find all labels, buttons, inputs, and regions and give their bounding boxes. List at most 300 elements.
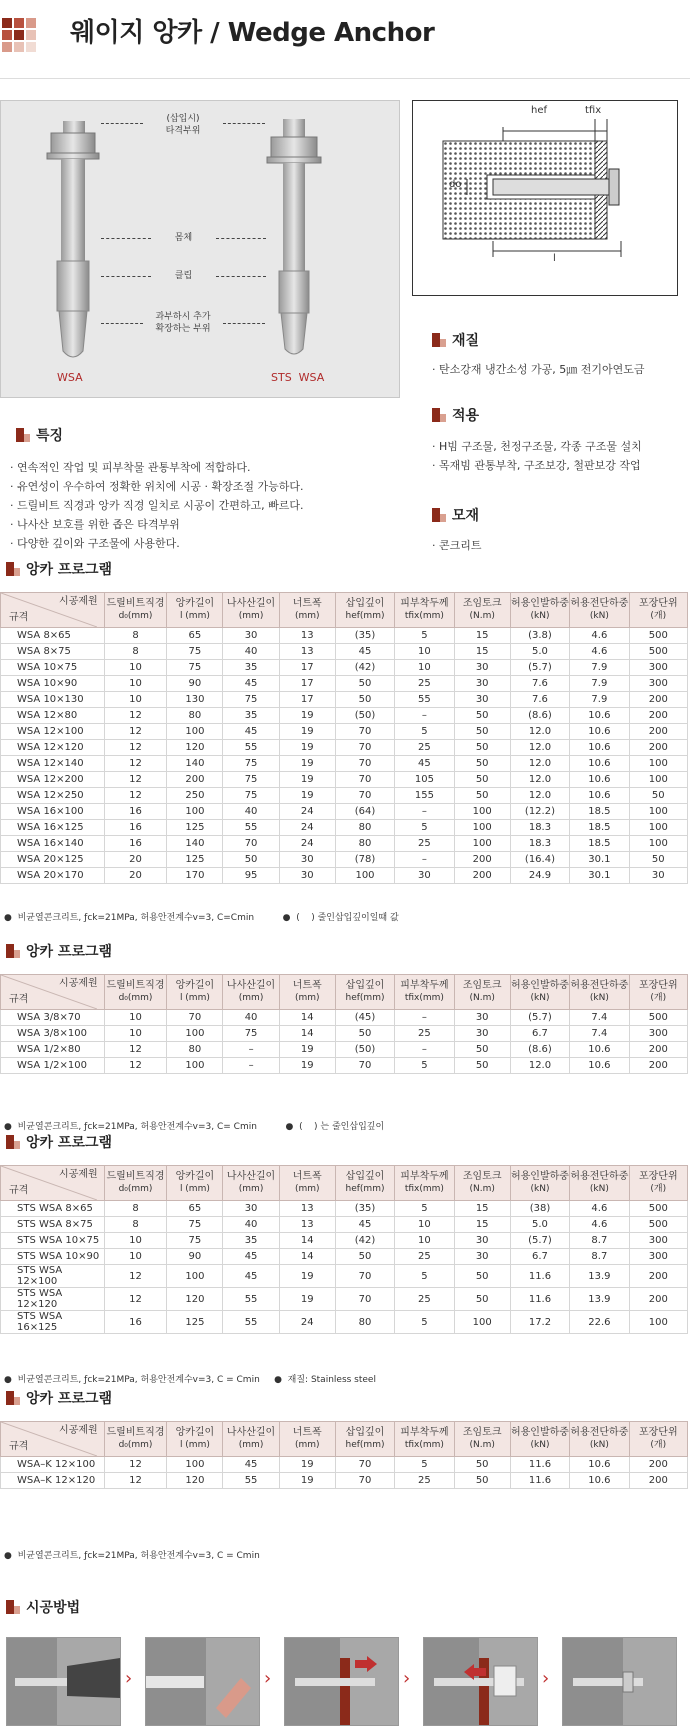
section-features-title: 특징 <box>16 425 63 445</box>
table-cell: 6.7 <box>510 1026 569 1042</box>
table-cell: 55 <box>223 740 279 756</box>
table-cell: 75 <box>223 1026 279 1042</box>
table-cell: 12 <box>104 1457 167 1473</box>
table-cell-model: WSA 8×65 <box>1 628 105 644</box>
step-3-insert-image <box>284 1637 399 1726</box>
table-column-header: 너트폭 (mm) <box>279 975 335 1010</box>
label-tfix: tfix <box>585 105 602 116</box>
table-cell-model: WSA 10×90 <box>1 676 105 692</box>
anchor-spec-table <box>0 974 688 1074</box>
table-cell: 50 <box>629 852 687 868</box>
table-cell: 65 <box>167 1201 223 1217</box>
table-cell: 30 <box>395 868 454 884</box>
section-bullet-icon <box>432 408 446 422</box>
step-arrow-icon: › <box>125 1668 133 1689</box>
table-column-header: 허용전단하중 (kN) <box>570 1166 629 1201</box>
table-column-header: 포장단위 (개) <box>629 1422 687 1457</box>
table-cell: 50 <box>454 1058 510 1074</box>
table-cell: 500 <box>629 1010 687 1026</box>
table-column-header: 앙카길이 l (mm) <box>167 1166 223 1201</box>
section-bullet-icon <box>432 508 446 522</box>
table-cell: 5 <box>395 1311 454 1334</box>
table-cell-model: WSA 20×125 <box>1 852 105 868</box>
table-cell: 50 <box>454 740 510 756</box>
base-text: · 콘크리트 <box>432 539 482 552</box>
table-cell: 75 <box>167 660 223 676</box>
step-arrow-icon: › <box>264 1668 272 1689</box>
table-cell: (35) <box>335 1201 394 1217</box>
table-cell: 45 <box>223 1265 279 1288</box>
caption-wsa: WSA <box>57 371 83 384</box>
table-cell: 10 <box>104 676 167 692</box>
table-cell: – <box>223 1042 279 1058</box>
table-cell: 200 <box>629 740 687 756</box>
table-cell: 12.0 <box>510 1058 569 1074</box>
table-footnote: ● 비균열콘크리트, ƒck=21MPa, 허용안전계수v=3, C=Cmin ● ( ) 줄인삽입깊이일때 값 <box>4 913 399 923</box>
table-cell: 75 <box>223 692 279 708</box>
table-cell: 45 <box>335 1217 394 1233</box>
table-cell: – <box>395 804 454 820</box>
table-row <box>1 644 688 660</box>
table-cell: 55 <box>223 1288 279 1311</box>
features-list <box>10 458 303 553</box>
table-cell: 25 <box>395 740 454 756</box>
table-cell-model: STS WSA 8×65 <box>1 1201 105 1217</box>
label-expansion-area: 과부하시 추가 확장하는 부위 <box>155 312 211 334</box>
table-column-header: 너트폭 (mm) <box>279 1166 335 1201</box>
table-cell: 30 <box>223 628 279 644</box>
table-cell: 5.0 <box>510 644 569 660</box>
table-row <box>1 1457 688 1473</box>
table-cell: 25 <box>395 836 454 852</box>
table-cell: 22.6 <box>570 1311 629 1334</box>
table-cell: 19 <box>279 756 335 772</box>
table-column-header: 삽입깊이 hef(mm) <box>335 1166 394 1201</box>
table-cell: 5 <box>395 1265 454 1288</box>
table-row <box>1 692 688 708</box>
table-cell: 12 <box>104 724 167 740</box>
table-corner-header: 시공제원 규격 <box>1 1166 105 1201</box>
table-row <box>1 756 688 772</box>
table-cell: 10.6 <box>570 708 629 724</box>
table-cell: 17 <box>279 660 335 676</box>
table-cell: (35) <box>335 628 394 644</box>
table-cell: 200 <box>629 692 687 708</box>
table-cell: 30.1 <box>570 852 629 868</box>
table-cell: 170 <box>167 868 223 884</box>
table-cell: 200 <box>629 1042 687 1058</box>
table-cell: 24.9 <box>510 868 569 884</box>
table-column-header: 포장단위 (개) <box>629 593 687 628</box>
table-column-header: 포장단위 (개) <box>629 1166 687 1201</box>
table-cell: 12 <box>104 772 167 788</box>
table-cell: 50 <box>454 756 510 772</box>
table-header-row <box>1 1166 688 1201</box>
table-cell: 50 <box>454 1265 510 1288</box>
table-cell: 75 <box>223 756 279 772</box>
table-cell: 18.5 <box>570 820 629 836</box>
table-cell: 19 <box>279 724 335 740</box>
table-cell: 10 <box>104 1010 167 1026</box>
table-cell: 45 <box>335 644 394 660</box>
feature-item: · 나사산 보호를 위한 좁은 타격부위 <box>10 518 180 531</box>
table-cell: 30 <box>454 660 510 676</box>
label-clip: 클립 <box>174 271 193 281</box>
table-cell: 80 <box>167 1042 223 1058</box>
table-cell: 24 <box>279 1311 335 1334</box>
table-cell: (42) <box>335 660 394 676</box>
table-cell: 140 <box>167 756 223 772</box>
table-cell: 55 <box>223 820 279 836</box>
table-cell: 50 <box>454 1288 510 1311</box>
table-cell: 12 <box>104 1042 167 1058</box>
table-cell: 100 <box>454 804 510 820</box>
table-cell: (5.7) <box>510 1233 569 1249</box>
table-cell: 50 <box>335 1026 394 1042</box>
table-cell: 4.6 <box>570 1201 629 1217</box>
table-column-header: 앙카길이 l (mm) <box>167 975 223 1010</box>
table-cell: (78) <box>335 852 394 868</box>
material-text: · 탄소강재 냉간소성 가공, 5㎛ 전기아연도금 <box>432 363 645 376</box>
table-cell-model: WSA 3/8×100 <box>1 1026 105 1042</box>
table-cell: 500 <box>629 1201 687 1217</box>
table-cell: 11.6 <box>510 1288 569 1311</box>
table-cell: 250 <box>167 788 223 804</box>
table-column-header: 조임토크 (N.m) <box>454 1422 510 1457</box>
table-column-header: 앙카길이 l (mm) <box>167 1422 223 1457</box>
table-cell-model: STS WSA 8×75 <box>1 1217 105 1233</box>
table-cell: 50 <box>335 676 394 692</box>
table-cell: 200 <box>454 852 510 868</box>
table-cell: 8.7 <box>570 1249 629 1265</box>
table-column-header: 허용인발하중 (kN) <box>510 975 569 1010</box>
table-cell: 30 <box>454 1026 510 1042</box>
table-cell: 100 <box>629 820 687 836</box>
table-column-header: 삽입깊이 hef(mm) <box>335 593 394 628</box>
table-cell: 50 <box>454 772 510 788</box>
table-cell: 125 <box>167 852 223 868</box>
table-cell-model: WSA 12×140 <box>1 756 105 772</box>
section-anchor-program-title: 앙카 프로그램 <box>6 559 112 579</box>
section-base-title: 모재 <box>432 505 479 525</box>
table-cell: (50) <box>335 708 394 724</box>
table-cell: 12 <box>104 1288 167 1311</box>
table-cell: 100 <box>167 724 223 740</box>
table-cell: (50) <box>335 1042 394 1058</box>
table-header-row <box>1 1422 688 1457</box>
table-cell: 75 <box>167 1217 223 1233</box>
table-cell: 70 <box>335 1058 394 1074</box>
table-row <box>1 628 688 644</box>
table-cell: 7.6 <box>510 676 569 692</box>
table-cell: 25 <box>395 1288 454 1311</box>
table-cell: 18.3 <box>510 836 569 852</box>
table-cell: 70 <box>167 1010 223 1026</box>
section-bullet-icon <box>6 1135 20 1149</box>
section-bullet-icon <box>6 562 20 576</box>
table-cell: 500 <box>629 628 687 644</box>
table-cell-model: WSA 12×120 <box>1 740 105 756</box>
table-cell: 80 <box>335 1311 394 1334</box>
table-cell: (5.7) <box>510 660 569 676</box>
table-cell-model: WSA 10×130 <box>1 692 105 708</box>
table-row <box>1 1201 688 1217</box>
table-cell: 12 <box>104 740 167 756</box>
table-cell: 10 <box>104 660 167 676</box>
application-text: · H빔 구조물, 천정구조물, 각종 구조물 설치 · 목재빔 관통부착, 구조보강, 철판보강 작업 <box>432 440 642 472</box>
table-cell: 20 <box>104 852 167 868</box>
table-cell: 30 <box>454 1010 510 1026</box>
table-cell: 130 <box>167 692 223 708</box>
table-cell: 30 <box>223 1201 279 1217</box>
table-cell: 15 <box>454 1201 510 1217</box>
table-cell: 70 <box>335 772 394 788</box>
table-cell: 8 <box>104 1201 167 1217</box>
table-cell: 35 <box>223 708 279 724</box>
table-cell: 11.6 <box>510 1457 569 1473</box>
table-cell: 35 <box>223 660 279 676</box>
table-cell: 50 <box>335 1249 394 1265</box>
table-cell: 16 <box>104 836 167 852</box>
section-bullet-icon <box>6 1600 20 1614</box>
table-cell: (3.8) <box>510 628 569 644</box>
feature-item: · 드릴비트 직경과 앙카 직경 일치로 시공이 간편하고, 빠르다. <box>10 499 304 512</box>
table-cell: 17 <box>279 676 335 692</box>
table-cell: 70 <box>335 756 394 772</box>
table-cell-model: WSA 1/2×100 <box>1 1058 105 1074</box>
table-cell: 19 <box>279 1042 335 1058</box>
table-cell: 70 <box>223 836 279 852</box>
table-cell: 5 <box>395 724 454 740</box>
table-row <box>1 1026 688 1042</box>
table-cell: 7.6 <box>510 692 569 708</box>
table-row <box>1 1233 688 1249</box>
table-cell: 70 <box>335 724 394 740</box>
anchor-spec-table <box>0 1165 688 1334</box>
table-cell: 12.0 <box>510 740 569 756</box>
section-anchor-program-title: 앙카 프로그램 <box>6 1388 112 1408</box>
table-row <box>1 740 688 756</box>
table-cell: 30.1 <box>570 868 629 884</box>
table-cell: 95 <box>223 868 279 884</box>
table-column-header: 허용인발하중 (kN) <box>510 593 569 628</box>
section-anchor-program-title: 앙카 프로그램 <box>6 941 112 961</box>
step-1-drill-image <box>6 1637 121 1726</box>
table-cell: 50 <box>454 788 510 804</box>
table-cell: 75 <box>223 772 279 788</box>
table-row <box>1 708 688 724</box>
table-cell: 16 <box>104 820 167 836</box>
label-body: 몸체 <box>174 233 193 243</box>
table-cell: 10.6 <box>570 772 629 788</box>
table-cell: 30 <box>454 692 510 708</box>
installation-drawing <box>412 100 678 296</box>
table-cell: 40 <box>223 644 279 660</box>
table-cell: 10.6 <box>570 1473 629 1489</box>
table-cell: 13 <box>279 1201 335 1217</box>
feature-item: · 연속적인 작업 및 피부착물 관통부착에 적합하다. <box>10 461 251 474</box>
table-cell: 4.6 <box>570 628 629 644</box>
table-cell: 10 <box>104 1249 167 1265</box>
table-cell: 10 <box>104 1026 167 1042</box>
table-cell: 100 <box>167 804 223 820</box>
table-cell: 45 <box>223 1249 279 1265</box>
table-cell: 5 <box>395 1457 454 1473</box>
label-l: l <box>553 253 556 264</box>
table-cell: 19 <box>279 772 335 788</box>
table-cell: 10.6 <box>570 788 629 804</box>
table-cell: 80 <box>335 836 394 852</box>
table-cell: 7.9 <box>570 660 629 676</box>
table-column-header: 드릴비트직경 d₀(mm) <box>104 1166 167 1201</box>
table-cell: 10.6 <box>570 756 629 772</box>
table-cell: 4.6 <box>570 1217 629 1233</box>
table-column-header: 조임토크 (N.m) <box>454 975 510 1010</box>
table-column-header: 피부착두께 tfix(mm) <box>395 593 454 628</box>
anchor-photo <box>0 100 400 398</box>
table-cell: 11.6 <box>510 1265 569 1288</box>
table-cell-model: STS WSA 10×90 <box>1 1249 105 1265</box>
table-cell: 12 <box>104 1058 167 1074</box>
table-cell: 10.6 <box>570 1457 629 1473</box>
table-cell: 17.2 <box>510 1311 569 1334</box>
table-cell-model: WSA 16×140 <box>1 836 105 852</box>
label-do: do <box>449 179 462 190</box>
table-cell: 120 <box>167 740 223 756</box>
table-cell: 120 <box>167 1473 223 1489</box>
table-cell: 100 <box>335 868 394 884</box>
table-corner-header: 시공제원 규격 <box>1 975 105 1010</box>
table-cell: 45 <box>223 724 279 740</box>
table-cell: 7.9 <box>570 676 629 692</box>
table-cell: 30 <box>279 852 335 868</box>
table-cell: 15 <box>454 628 510 644</box>
table-column-header: 피부착두께 tfix(mm) <box>395 1422 454 1457</box>
table-cell: 5 <box>395 820 454 836</box>
table-cell: 70 <box>335 740 394 756</box>
table-cell: 14 <box>279 1026 335 1042</box>
table-cell: 18.5 <box>570 836 629 852</box>
table-column-header: 너트폭 (mm) <box>279 593 335 628</box>
table-cell: 100 <box>454 820 510 836</box>
table-cell: 50 <box>223 852 279 868</box>
table-cell: 18.3 <box>510 820 569 836</box>
table-column-header: 드릴비트직경 d₀(mm) <box>104 1422 167 1457</box>
table-cell: 50 <box>454 1473 510 1489</box>
table-column-header: 삽입깊이 hef(mm) <box>335 975 394 1010</box>
table-row <box>1 868 688 884</box>
table-cell: 30 <box>454 1233 510 1249</box>
section-bullet-icon <box>6 1391 20 1405</box>
caption-sts-wsa: STS WSA <box>271 371 325 384</box>
table-column-header: 피부착두께 tfix(mm) <box>395 1166 454 1201</box>
table-cell: – <box>395 708 454 724</box>
table-cell-model: WSA 12×200 <box>1 772 105 788</box>
table-cell: 300 <box>629 1026 687 1042</box>
table-cell: 12.0 <box>510 724 569 740</box>
table-cell-model: STS WSA 10×75 <box>1 1233 105 1249</box>
table-row <box>1 772 688 788</box>
table-cell: 200 <box>629 1473 687 1489</box>
table-cell: 10 <box>395 1217 454 1233</box>
step-2-clean-image <box>145 1637 260 1726</box>
table-cell: – <box>223 1058 279 1074</box>
table-cell: 300 <box>629 660 687 676</box>
table-cell: 30 <box>629 868 687 884</box>
table-cell: 90 <box>167 1249 223 1265</box>
table-cell: 20 <box>104 868 167 884</box>
table-cell: 25 <box>395 676 454 692</box>
table-cell: 200 <box>629 1288 687 1311</box>
table-cell: (16.4) <box>510 852 569 868</box>
section-method-title: 시공방법 <box>6 1597 80 1617</box>
table-cell: 55 <box>395 692 454 708</box>
table-cell: 10.6 <box>570 740 629 756</box>
table-cell: 16 <box>104 1311 167 1334</box>
table-column-header: 나사산길이 (mm) <box>223 1422 279 1457</box>
table-cell: 45 <box>223 1457 279 1473</box>
table-cell: 6.7 <box>510 1249 569 1265</box>
table-cell-model: WSA 10×75 <box>1 660 105 676</box>
table-cell: 5 <box>395 1058 454 1074</box>
table-cell: 300 <box>629 676 687 692</box>
table-cell: 300 <box>629 1249 687 1265</box>
table-corner-header: 시공제원 규격 <box>1 1422 105 1457</box>
section-bullet-icon <box>6 944 20 958</box>
table-cell: 8 <box>104 1217 167 1233</box>
table-row <box>1 836 688 852</box>
table-cell: 80 <box>167 708 223 724</box>
table-cell: 55 <box>223 1311 279 1334</box>
section-bullet-icon <box>432 333 446 347</box>
table-cell: 7.4 <box>570 1026 629 1042</box>
table-cell: 70 <box>335 1473 394 1489</box>
table-cell: (8.6) <box>510 1042 569 1058</box>
table-cell: 25 <box>395 1249 454 1265</box>
table-cell-model: WSA 16×125 <box>1 820 105 836</box>
step-arrow-icon: › <box>542 1668 550 1689</box>
table-cell: – <box>395 1042 454 1058</box>
anchor-spec-table <box>0 592 688 884</box>
table-row <box>1 1473 688 1489</box>
table-cell: 100 <box>629 836 687 852</box>
table-cell: 100 <box>629 772 687 788</box>
table-cell: 50 <box>335 692 394 708</box>
table-cell: 19 <box>279 1288 335 1311</box>
section-bullet-icon <box>16 428 30 442</box>
table-row <box>1 788 688 804</box>
table-row <box>1 1249 688 1265</box>
step-5-complete-image <box>562 1637 677 1726</box>
table-column-header: 나사산길이 (mm) <box>223 975 279 1010</box>
table-cell: 35 <box>223 1233 279 1249</box>
table-cell: 13 <box>279 644 335 660</box>
table-cell: 12 <box>104 1473 167 1489</box>
table-footnote: ● 비균열콘크리트, ƒck=21MPa, 허용안전계수v=3, C = Cmin ● 재질: Stainless steel <box>4 1375 376 1385</box>
table-footnote: ● 비균열콘크리트, ƒck=21MPa, 허용안전계수v=3, C= Cmin ● ( ) 는 줄인삽입깊이 <box>4 1122 385 1132</box>
header-divider <box>0 78 690 79</box>
table-cell: – <box>395 1010 454 1026</box>
table-cell: 14 <box>279 1233 335 1249</box>
table-cell: 8 <box>104 628 167 644</box>
table-cell: 100 <box>167 1457 223 1473</box>
table-cell: (64) <box>335 804 394 820</box>
table-cell: (38) <box>510 1201 569 1217</box>
table-cell: 155 <box>395 788 454 804</box>
table-column-header: 나사산길이 (mm) <box>223 593 279 628</box>
table-cell: 12 <box>104 756 167 772</box>
table-cell: 50 <box>454 724 510 740</box>
